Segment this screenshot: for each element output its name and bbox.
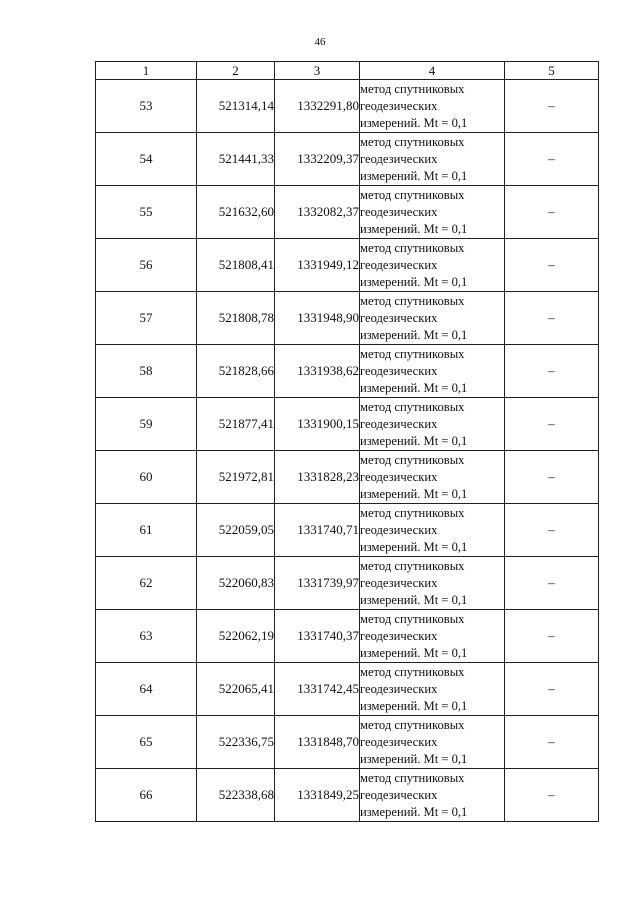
point-number-cell: 57 [96, 292, 197, 345]
table-header-row [96, 62, 599, 80]
y-coordinate-cell: 1331740,37 [275, 610, 360, 663]
x-coordinate-cell: 522338,68 [197, 769, 275, 822]
y-coordinate-cell: 1331948,90 [275, 292, 360, 345]
header-col-3: 3 [275, 62, 360, 80]
point-number-cell: 62 [96, 557, 197, 610]
y-coordinate-cell: 1331849,25 [275, 769, 360, 822]
point-number-cell: 65 [96, 716, 197, 769]
method-cell: метод спутниковых геодезических измерений. Mt = 0,1 [360, 504, 505, 557]
point-number-cell: 61 [96, 504, 197, 557]
table-row [96, 186, 599, 239]
y-coordinate-cell: 1331900,15 [275, 398, 360, 451]
y-coordinate-cell: 1332209,37 [275, 133, 360, 186]
method-cell: метод спутниковых геодезических измерений. Mt = 0,1 [360, 80, 505, 133]
method-cell: метод спутниковых геодезических измерений. Mt = 0,1 [360, 133, 505, 186]
table-row [96, 610, 599, 663]
method-cell: метод спутниковых геодезических измерений. Mt = 0,1 [360, 345, 505, 398]
table-row [96, 239, 599, 292]
table-row [96, 716, 599, 769]
x-coordinate-cell: 522065,41 [197, 663, 275, 716]
y-coordinate-cell: 1331848,70 [275, 716, 360, 769]
method-cell: метод спутниковых геодезических измерений. Mt = 0,1 [360, 610, 505, 663]
method-cell: метод спутниковых геодезических измерений. Mt = 0,1 [360, 663, 505, 716]
table-row [96, 292, 599, 345]
point-number-cell: 56 [96, 239, 197, 292]
point-number-cell: 63 [96, 610, 197, 663]
note-cell: – [505, 80, 599, 133]
x-coordinate-cell: 522059,05 [197, 504, 275, 557]
header-col-4: 4 [360, 62, 505, 80]
note-cell: – [505, 239, 599, 292]
note-cell: – [505, 186, 599, 239]
table-row [96, 557, 599, 610]
x-coordinate-cell: 521808,41 [197, 239, 275, 292]
y-coordinate-cell: 1331740,71 [275, 504, 360, 557]
x-coordinate-cell: 521808,78 [197, 292, 275, 345]
point-number-cell: 60 [96, 451, 197, 504]
point-number-cell: 54 [96, 133, 197, 186]
method-cell: метод спутниковых геодезических измерений. Mt = 0,1 [360, 451, 505, 504]
y-coordinate-cell: 1331828,23 [275, 451, 360, 504]
method-cell: метод спутниковых геодезических измерений. Mt = 0,1 [360, 557, 505, 610]
header-col-5: 5 [505, 62, 599, 80]
table-row [96, 133, 599, 186]
point-number-cell: 59 [96, 398, 197, 451]
note-cell: – [505, 716, 599, 769]
table-row [96, 398, 599, 451]
method-cell: метод спутниковых геодезических измерений. Mt = 0,1 [360, 716, 505, 769]
point-number-cell: 55 [96, 186, 197, 239]
note-cell: – [505, 292, 599, 345]
page-number: 46 [314, 36, 326, 48]
table-row [96, 504, 599, 557]
x-coordinate-cell: 521632,60 [197, 186, 275, 239]
method-cell: метод спутниковых геодезических измерений. Mt = 0,1 [360, 239, 505, 292]
table-row [96, 345, 599, 398]
coordinates-table [95, 61, 599, 822]
x-coordinate-cell: 521877,41 [197, 398, 275, 451]
point-number-cell: 66 [96, 769, 197, 822]
header-col-2: 2 [197, 62, 275, 80]
note-cell: – [505, 610, 599, 663]
point-number-cell: 58 [96, 345, 197, 398]
y-coordinate-cell: 1331949,12 [275, 239, 360, 292]
x-coordinate-cell: 522060,83 [197, 557, 275, 610]
y-coordinate-cell: 1331938,62 [275, 345, 360, 398]
point-number-cell: 53 [96, 80, 197, 133]
x-coordinate-cell: 521828,66 [197, 345, 275, 398]
point-number-cell: 64 [96, 663, 197, 716]
note-cell: – [505, 557, 599, 610]
table-row [96, 769, 599, 822]
note-cell: – [505, 345, 599, 398]
note-cell: – [505, 504, 599, 557]
y-coordinate-cell: 1332082,37 [275, 186, 360, 239]
note-cell: – [505, 769, 599, 822]
method-cell: метод спутниковых геодезических измерений. Mt = 0,1 [360, 398, 505, 451]
table-body [96, 80, 599, 822]
x-coordinate-cell: 521972,81 [197, 451, 275, 504]
method-cell: метод спутниковых геодезических измерений. Mt = 0,1 [360, 769, 505, 822]
y-coordinate-cell: 1332291,80 [275, 80, 360, 133]
note-cell: – [505, 663, 599, 716]
table-row [96, 451, 599, 504]
method-cell: метод спутниковых геодезических измерений. Mt = 0,1 [360, 186, 505, 239]
x-coordinate-cell: 522062,19 [197, 610, 275, 663]
table-row [96, 80, 599, 133]
y-coordinate-cell: 1331742,45 [275, 663, 360, 716]
header-col-1: 1 [96, 62, 197, 80]
note-cell: – [505, 398, 599, 451]
method-cell: метод спутниковых геодезических измерений. Mt = 0,1 [360, 292, 505, 345]
note-cell: – [505, 133, 599, 186]
table-row [96, 663, 599, 716]
note-cell: – [505, 451, 599, 504]
x-coordinate-cell: 521441,33 [197, 133, 275, 186]
x-coordinate-cell: 521314,14 [197, 80, 275, 133]
x-coordinate-cell: 522336,75 [197, 716, 275, 769]
y-coordinate-cell: 1331739,97 [275, 557, 360, 610]
